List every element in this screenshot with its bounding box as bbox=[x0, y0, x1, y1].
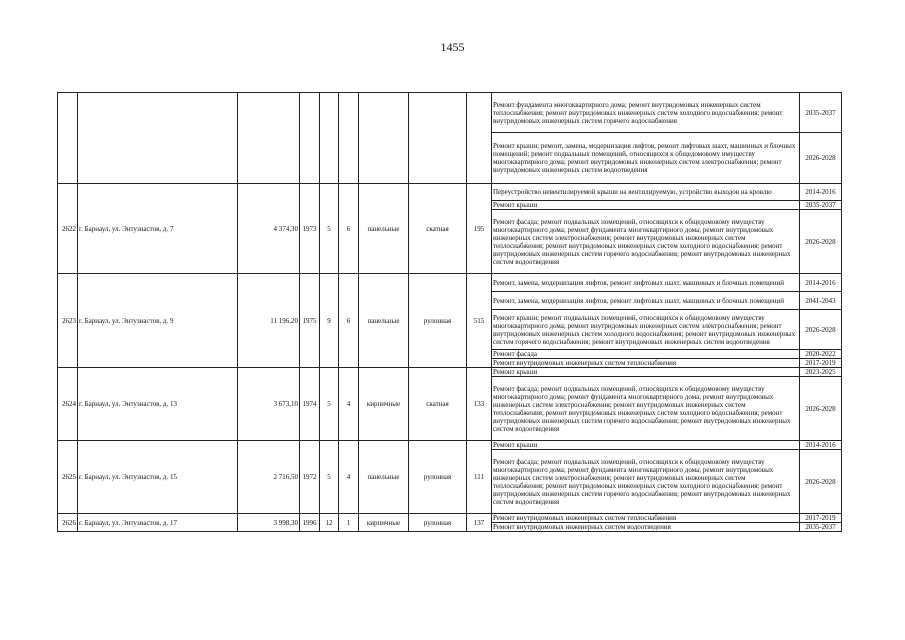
house-floors: 5 bbox=[320, 441, 339, 514]
house-address bbox=[78, 93, 238, 184]
roof-type: скатная bbox=[409, 368, 467, 441]
table-row bbox=[58, 514, 842, 523]
wall-material: кирпичные bbox=[359, 368, 409, 441]
work-period: 2023-2025 bbox=[800, 368, 842, 377]
house-year: 1975 bbox=[300, 274, 320, 368]
work-period: 2017-2019 bbox=[800, 514, 842, 523]
house-floors: 5 bbox=[320, 368, 339, 441]
house-year: 1973 bbox=[300, 184, 320, 274]
work-period: 2035-2037 bbox=[800, 523, 842, 532]
work-description: Ремонт фасада; ремонт подвальных помещений, относящихся к общедомовому имуществу многоквартирного дома; ремонт фундамента многоквартирного дома; ремонт внутридомовых инженерных систем электроснабжения; ремонт внутридомовых инженерных систем теплоснабжения; ремонт внутридомовых инженерных систем холодного водоснабжения; ремонт внутридомовых инженерных систем горячего водоснабжения; ремонт внутридомовых инженерных систем водоотведения bbox=[492, 450, 800, 514]
roof-type: рулонная bbox=[409, 274, 467, 368]
house-year bbox=[300, 93, 320, 184]
work-description: Ремонт фасада; ремонт подвальных помещений, относящихся к общедомовому имуществу многоквартирного дома; ремонт фундамента многоквартирного дома; ремонт внутридомовых инженерных систем электроснабжения; ремонт внутридомовых инженерных систем теплоснабжения; ремонт внутридомовых инженерных систем холодного водоснабжения; ремонт внутридомовых инженерных систем горячего водоснабжения; ремонт внутридомовых инженерных систем водоотведения bbox=[492, 210, 800, 274]
work-description: Ремонт крыши; ремонт, замена, модернизация лифтов, ремонт лифтовых шахт, машинных и блочных помещений; ремонт подвальных помещений, относящихся к общедомовому имуществу многоквартирного дома; ремонт внутридомовых инженерных систем электроснабжения; ремонт внутридомовых инженерных систем водоотведения bbox=[492, 133, 800, 184]
house-floors bbox=[320, 93, 339, 184]
house-floors: 12 bbox=[320, 514, 339, 532]
residents-count: 111 bbox=[467, 441, 492, 514]
work-period: 2014-2016 bbox=[800, 441, 842, 450]
work-description: Ремонт крыши bbox=[492, 441, 800, 450]
work-period: 2026-2028 bbox=[800, 210, 842, 274]
house-number: 2625 bbox=[58, 441, 78, 514]
work-description: Ремонт фасада bbox=[492, 350, 800, 359]
house-number: 2622 bbox=[58, 184, 78, 274]
roof-type bbox=[409, 93, 467, 184]
house-entrances: 6 bbox=[339, 184, 359, 274]
residents-count: 195 bbox=[467, 184, 492, 274]
work-period: 2020-2022 bbox=[800, 350, 842, 359]
work-description: Ремонт внутридомовых инженерных систем теплоснабжения bbox=[492, 514, 800, 523]
work-description: Ремонт крыши bbox=[492, 201, 800, 210]
wall-material: панельные bbox=[359, 184, 409, 274]
house-floors: 9 bbox=[320, 274, 339, 368]
house-area: 3 673,10 bbox=[238, 368, 300, 441]
wall-material: кирпичные bbox=[359, 514, 409, 532]
work-period: 2014-2016 bbox=[800, 184, 842, 201]
work-description: Ремонт, замена, модернизация лифтов, ремонт лифтовых шахт, машинных и блочных помещений bbox=[492, 292, 800, 310]
work-period: 2026-2028 bbox=[800, 133, 842, 184]
roof-type: рулонная bbox=[409, 514, 467, 532]
house-floors: 5 bbox=[320, 184, 339, 274]
table-row bbox=[58, 184, 842, 201]
work-description: Ремонт внутридомовых инженерных систем водоотведения bbox=[492, 523, 800, 532]
work-description: Ремонт крыши; ремонт подвальных помещений, относящихся к общедомовому имуществу многоквартирного дома; ремонт внутридомовых инженерных систем электроснабжения; ремонт внутридомовых инженерных систем холодного водоснабжения; ремонт внутридомовых инженерных систем горячего водоснабжения; ремонт внутридомовых инженерных систем водоотведения bbox=[492, 310, 800, 350]
house-year: 1974 bbox=[300, 368, 320, 441]
work-description: Ремонт фасада; ремонт подвальных помещений, относящихся к общедомовому имуществу многоквартирного дома; ремонт фундамента многоквартирного дома; ремонт внутридомовых инженерных систем электроснабжения; ремонт внутридомовых инженерных систем теплоснабжения; ремонт внутридомовых инженерных систем холодного водоснабжения; ремонт внутридомовых инженерных систем горячего водоснабжения; ремонт внутридомовых инженерных систем водоотведения bbox=[492, 377, 800, 441]
house-area: 2 716,50 bbox=[238, 441, 300, 514]
wall-material bbox=[359, 93, 409, 184]
residents-count bbox=[467, 93, 492, 184]
house-address: г. Барнаул, ул. Энтузиастов, д. 13 bbox=[78, 368, 238, 441]
roof-type: скатная bbox=[409, 184, 467, 274]
residents-count: 133 bbox=[467, 368, 492, 441]
residents-count: 137 bbox=[467, 514, 492, 532]
work-description: Ремонт фундамента многоквартирного дома; ремонт внутридомовых инженерных систем теплоснабжения; ремонт внутридомовых инженерных систем холодного водоснабжения; ремонт внутридомовых инженерных систем горячего водоснабжения bbox=[492, 93, 800, 133]
work-description: Ремонт крыши bbox=[492, 368, 800, 377]
house-year: 1996 bbox=[300, 514, 320, 532]
house-address: г. Барнаул, ул. Энтузиастов, д. 7 bbox=[78, 184, 238, 274]
work-description: Переустройство невентилируемой крыши на вентилируемую, устройство выходов на кровлю bbox=[492, 184, 800, 201]
table-row bbox=[58, 368, 842, 377]
house-number bbox=[58, 93, 78, 184]
house-number: 2626 bbox=[58, 514, 78, 532]
house-entrances bbox=[339, 93, 359, 184]
work-period: 2035-2037 bbox=[800, 93, 842, 133]
roof-type: рулонная bbox=[409, 441, 467, 514]
house-entrances: 4 bbox=[339, 368, 359, 441]
house-number: 2624 bbox=[58, 368, 78, 441]
work-description: Ремонт, замена, модернизация лифтов, ремонт лифтовых шахт, машинных и блочных помещений bbox=[492, 274, 800, 292]
work-description: Ремонт внутридомовых инженерных систем теплоснабжения bbox=[492, 359, 800, 368]
house-area bbox=[238, 93, 300, 184]
wall-material: панельные bbox=[359, 441, 409, 514]
house-address: г. Барнаул, ул. Энтузиастов, д. 9 bbox=[78, 274, 238, 368]
house-area: 3 998,30 bbox=[238, 514, 300, 532]
wall-material: панельные bbox=[359, 274, 409, 368]
work-period: 2026-2028 bbox=[800, 377, 842, 441]
page-number: 1455 bbox=[440, 40, 465, 54]
house-area: 4 374,30 bbox=[238, 184, 300, 274]
house-address: г. Барнаул, ул. Энтузиастов, д. 17 bbox=[78, 514, 238, 532]
house-entrances: 4 bbox=[339, 441, 359, 514]
table-row bbox=[58, 274, 842, 292]
table-row bbox=[58, 441, 842, 450]
work-period: 2026-2028 bbox=[800, 310, 842, 350]
work-period: 2017-2019 bbox=[800, 359, 842, 368]
house-number: 2623 bbox=[58, 274, 78, 368]
house-entrances: 6 bbox=[339, 274, 359, 368]
table-row bbox=[58, 93, 842, 133]
house-area: 11 196,20 bbox=[238, 274, 300, 368]
repair-program-table bbox=[57, 92, 842, 532]
work-period: 2035-2037 bbox=[800, 201, 842, 210]
residents-count: 515 bbox=[467, 274, 492, 368]
house-year: 1972 bbox=[300, 441, 320, 514]
work-period: 2014-2016 bbox=[800, 274, 842, 292]
house-entrances: 1 bbox=[339, 514, 359, 532]
work-period: 2026-2028 bbox=[800, 450, 842, 514]
work-period: 2041-2043 bbox=[800, 292, 842, 310]
house-address: г. Барнаул, ул. Энтузиастов, д. 15 bbox=[78, 441, 238, 514]
